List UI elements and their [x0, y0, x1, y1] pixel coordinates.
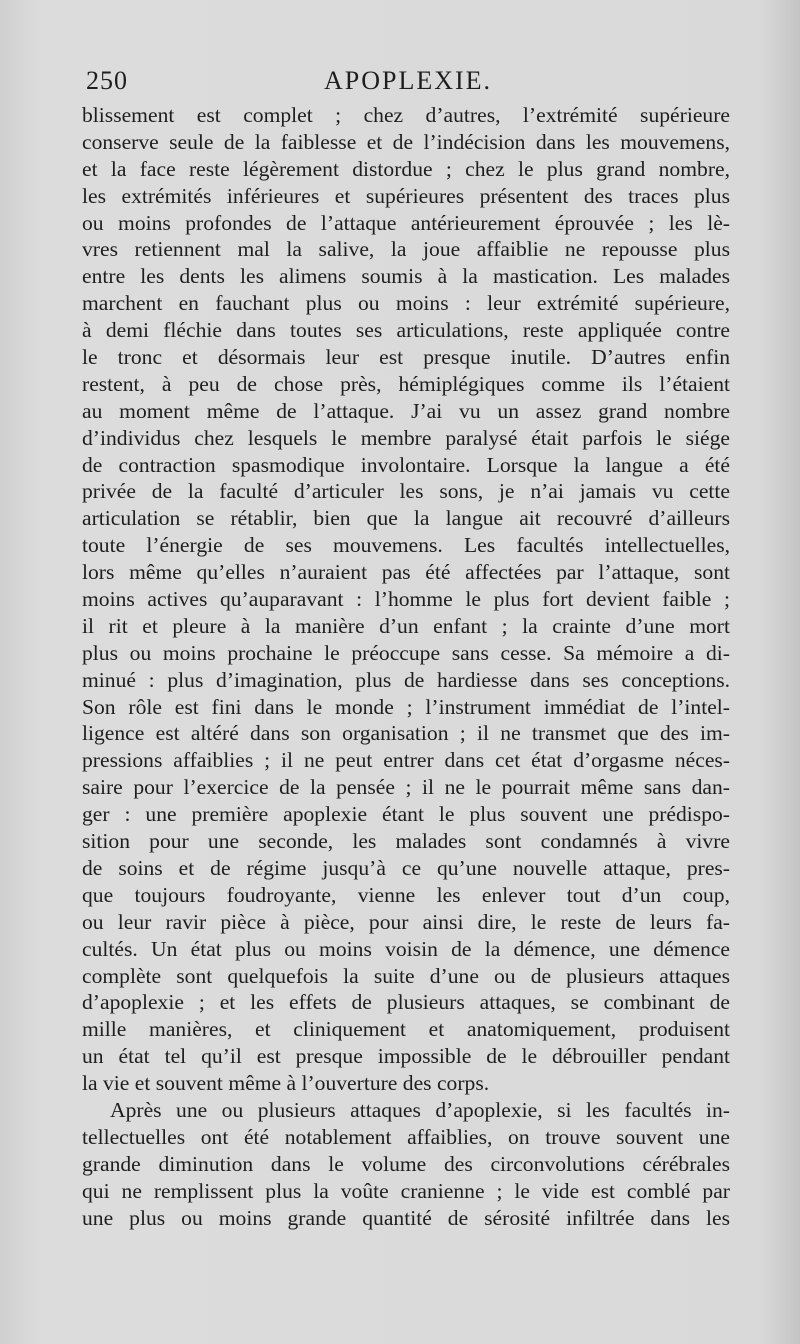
text-line: ou moins profondes de l’attaque antérieurement éprouvée ; les lè- [82, 210, 730, 235]
text-line: privée de la faculté d’articuler les sons, je n’ai jamais vu cette [82, 479, 730, 504]
text-line: de soins et de régime jusqu’à ce qu’une nouvelle attaque, pres- [82, 855, 730, 880]
text-line: qui ne remplissent plus la voûte cranienne ; le vide est comblé par [82, 1178, 730, 1203]
body-text [82, 102, 730, 1231]
text-line: un état tel qu’il est presque impossible de le débrouiller pendant [82, 1044, 730, 1069]
text-line: il rit et pleure à la manière d’un enfant ; la crainte d’une mort [82, 613, 730, 638]
text-line: que toujours foudroyante, vienne les enlever tout d’un coup, [82, 882, 730, 907]
text-line: Après une ou plusieurs attaques d’apoplexie, si les facultés in- [110, 1097, 730, 1122]
text-line: restent, à peu de chose près, hémiplégiques comme ils l’étaient [82, 371, 730, 396]
text-line: Son rôle est fini dans le monde ; l’instrument immédiat de l’intel- [82, 694, 730, 719]
text-line: mille manières, et cliniquement et anatomiquement, produisent [82, 1017, 730, 1042]
text-line: plus ou moins prochaine le préoccupe sans cesse. Sa mémoire a di- [82, 640, 730, 665]
text-line: les extrémités inférieures et supérieures présentent des traces plus [82, 183, 730, 208]
text-line: moins actives qu’auparavant : l’homme le plus fort devient faible ; [82, 587, 730, 612]
text-line: de contraction spasmodique involontaire. Lorsque la langue a été [82, 452, 730, 477]
text-line: vres retiennent mal la salive, la joue affaiblie ne repousse plus [82, 237, 730, 262]
text-line: blissement est complet ; chez d’autres, l’extrémité supérieure [82, 103, 730, 127]
text-line: et la face reste légèrement distordue ; chez le plus grand nombre, [82, 156, 730, 181]
text-line: d’apoplexie ; et les effets de plusieurs attaques, se combinant de [82, 990, 730, 1015]
text-line: tellectuelles ont été notablement affaiblies, on trouve souvent une [82, 1124, 730, 1149]
text-line: au moment même de l’attaque. J’ai vu un assez grand nombre [82, 398, 730, 423]
text-line: entre les dents les alimens soumis à la mastication. Les malades [82, 264, 730, 289]
text-line: marchent en fauchant plus ou moins : leur extrémité supérieure, [82, 291, 730, 316]
text-line: complète sont quelquefois la suite d’une ou de plusieurs attaques [82, 963, 730, 988]
page-number: 250 [86, 66, 128, 95]
text-line: une plus ou moins grande quantité de sérosité infiltrée dans les [82, 1205, 730, 1230]
text-line: saire pour l’exercice de la pensée ; il ne le pourrait même sans dan- [82, 775, 730, 800]
paragraph [82, 1097, 730, 1231]
text-line: conserve seule de la faiblesse et de l’indécision dans les mouvemens, [82, 129, 730, 154]
text-line: minué : plus d’imagination, plus de hardiesse dans ses conceptions. [82, 667, 730, 692]
paragraph [82, 102, 730, 1097]
text-line: grande diminution dans le volume des circonvolutions cérébrales [82, 1151, 730, 1176]
text-line: ger : une première apoplexie étant le plus souvent une prédispo- [82, 802, 730, 827]
text-line: cultés. Un état plus ou moins voisin de la démence, une démence [82, 936, 730, 961]
text-line: lors même qu’elles n’auraient pas été affectées par l’attaque, sont [82, 560, 730, 585]
running-head: APOPLEXIE. [323, 66, 493, 95]
text-line: articulation se rétablir, bien que la langue ait recouvré d’ailleurs [82, 506, 730, 531]
text-line: toute l’énergie de ses mouvemens. Les facultés intellectuelles, [82, 533, 730, 558]
text-line: sition pour une seconde, les malades sont condamnés à vivre [82, 829, 730, 854]
text-line: la vie et souvent même à l’ouverture des corps. [82, 1071, 490, 1096]
page-header [86, 62, 730, 102]
text-line: à demi fléchie dans toutes ses articulations, reste appliquée contre [82, 318, 730, 343]
text-line: pressions affaiblies ; il ne peut entrer dans cet état d’orgasme néces- [82, 748, 730, 773]
text-line: ligence est altéré dans son organisation ; il ne transmet que des im- [82, 721, 730, 746]
text-line: le tronc et désormais leur est presque inutile. D’autres enfin [82, 345, 730, 370]
text-line: d’individus chez lesquels le membre paralysé était parfois le siége [82, 425, 730, 450]
text-line: ou leur ravir pièce à pièce, pour ainsi dire, le reste de leurs fa- [82, 909, 730, 934]
